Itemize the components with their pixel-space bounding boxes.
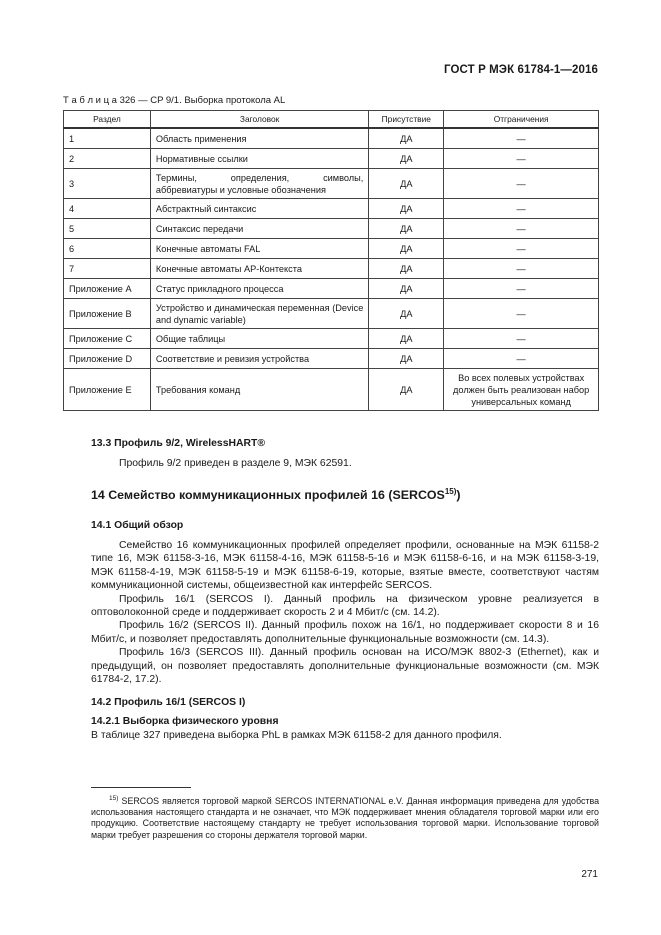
paragraph: Профиль 16/1 (SERCOS I). Данный профиль на физическом уровне реализуется в оптоволоконной среде и поддерживает скорость 2 и 4 Мбит/с (см. 14.2).: [91, 593, 599, 619]
cell-section: 2: [64, 149, 151, 169]
section-14-heading: [91, 487, 461, 502]
cell-title: Требования команд: [150, 369, 368, 411]
cell-presence: ДА: [369, 169, 444, 199]
table-row: [64, 369, 599, 411]
table-row: [64, 169, 599, 199]
cell-presence: ДА: [369, 329, 444, 349]
column-header-presence: Присутствие: [369, 111, 444, 129]
table-row: [64, 199, 599, 219]
paragraph: В таблице 327 приведена выборка PhL в рамках МЭК 61158-2 для данного профиля.: [91, 730, 502, 741]
table-row: [64, 349, 599, 369]
footnote-ref: 15): [444, 487, 457, 496]
section-13-3-text: [91, 457, 599, 470]
table-row: [64, 219, 599, 239]
cell-title: Общие таблицы: [150, 329, 368, 349]
footnote: [91, 793, 599, 841]
cell-restrictions: —: [444, 128, 599, 149]
cell-title: Нормативные ссылки: [150, 149, 368, 169]
column-header-restrictions: Отграничения: [444, 111, 599, 129]
cell-restrictions: —: [444, 239, 599, 259]
cell-section: 6: [64, 239, 151, 259]
table-row: [64, 239, 599, 259]
cell-restrictions: —: [444, 349, 599, 369]
cell-title: Конечные автоматы FAL: [150, 239, 368, 259]
cell-section: Приложение D: [64, 349, 151, 369]
table-row: [64, 259, 599, 279]
cell-restrictions: —: [444, 219, 599, 239]
cell-presence: ДА: [369, 259, 444, 279]
cell-section: 3: [64, 169, 151, 199]
cell-restrictions: [444, 369, 599, 411]
cell-restrictions: —: [444, 149, 599, 169]
cell-presence: ДА: [369, 199, 444, 219]
cell-restrictions: —: [444, 199, 599, 219]
footnote-separator: [91, 787, 191, 788]
column-header-section: Раздел: [64, 111, 151, 129]
section-14-2-heading: 14.2 Профиль 16/1 (SERCOS I): [91, 697, 246, 708]
cell-restrictions: —: [444, 259, 599, 279]
cell-section: 5: [64, 219, 151, 239]
protocol-table: [63, 110, 599, 411]
cell-title-text: Устройство и динамическая переменная (Device and dynamic variable): [155, 302, 364, 325]
cell-title: Область применения: [150, 128, 368, 149]
cell-title: Синтаксис передачи: [150, 219, 368, 239]
cell-title: [150, 169, 368, 199]
cell-title: Статус прикладного процесса: [150, 279, 368, 299]
table-caption-text: 326 — CP 9/1. Выборка протокола AL: [119, 95, 286, 106]
page-number: 271: [581, 869, 598, 880]
table-header-row: [64, 111, 599, 129]
cell-presence: ДА: [369, 219, 444, 239]
column-header-title: Заголовок: [150, 111, 368, 129]
table-row: [64, 329, 599, 349]
cell-presence: ДА: [369, 279, 444, 299]
cell-title: Конечные автоматы AP-Контекста: [150, 259, 368, 279]
cell-presence: ДА: [369, 299, 444, 329]
cell-title: Соответствие и ревизия устройства: [150, 349, 368, 369]
cell-section: Приложение A: [64, 279, 151, 299]
cell-title: Абстрактный синтаксис: [150, 199, 368, 219]
table-row: [64, 128, 599, 149]
section-14-2-1-body: [91, 729, 599, 742]
footnote-text: SERCOS является торговой маркой SERCOS INTERNATIONAL e.V. Данная информация приведена для удобства использования настоящего стандарта и не означает, что МЭК поддерживает мнения обладателя торговой марки или его продукцию. Соответствие настоящему стандарту не требует использования торговой марки. Использование торговой марки требует разрешения со стороны держателя торговой марки.: [91, 795, 600, 840]
section-14-heading-text: 14 Семейство коммуникационных профилей 16 (SERCOS: [91, 488, 445, 503]
cell-section: 4: [64, 199, 151, 219]
table-row: [64, 299, 599, 329]
cell-restrictions-text: Во всех полевых устройствах должен быть реализован набор универсальных команд: [453, 372, 590, 407]
section-14-2-1-heading: 14.2.1 Выборка физического уровня: [91, 716, 279, 727]
cell-presence: ДА: [369, 128, 444, 149]
cell-presence: ДА: [369, 349, 444, 369]
cell-title-text: Термины, определения, символы, аббревиатуры и условные обозначения: [155, 172, 364, 195]
cell-restrictions: —: [444, 299, 599, 329]
cell-title: [150, 299, 368, 329]
section-13-3-heading: 13.3 Профиль 9/2, WirelessHART®: [91, 438, 266, 449]
cell-restrictions: —: [444, 169, 599, 199]
paragraph: Профиль 9/2 приведен в разделе 9, МЭК 62591.: [119, 458, 352, 469]
table-row: [64, 279, 599, 299]
document-header: ГОСТ Р МЭК 61784-1—2016: [444, 64, 598, 76]
cell-presence: ДА: [369, 239, 444, 259]
paragraph: Профиль 16/2 (SERCOS II). Данный профиль похож на 16/1, но поддерживает скорости 8 и 16 Мбит/с, и позволяет предоставлять дополнительные функциональные возможности (см. 14.3).: [91, 620, 599, 645]
table-caption-prefix: Т а б л и ц а: [63, 95, 117, 106]
section-14-1-body: [91, 539, 599, 686]
section-14-1-heading: 14.1 Общий обзор: [91, 520, 184, 531]
cell-section: Приложение B: [64, 299, 151, 329]
table-row: [64, 149, 599, 169]
cell-section: Приложение E: [64, 369, 151, 411]
table-caption: [63, 95, 285, 106]
cell-presence: ДА: [369, 369, 444, 411]
section-14-heading-end: ): [456, 488, 461, 503]
cell-presence: ДА: [369, 149, 444, 169]
cell-section: 7: [64, 259, 151, 279]
paragraph: Семейство 16 коммуникационных профилей определяет профили, основанные на МЭК 61158-2 типе 16, МЭК 61158-3-16, МЭК 61158-4-16, МЭК 61158-5-16 и МЭК 61158-6-16, и на МЭК 61158-3-19, МЭК 61158-4-19, МЭК 61158-5-19 и МЭК 61158-6-19, которые, взятые вместе, соответствуют частям коммуникационной системы, общеизвестной как интерфейс SERCOS.: [91, 540, 599, 592]
cell-restrictions: —: [444, 279, 599, 299]
cell-section: 1: [64, 128, 151, 149]
cell-restrictions: —: [444, 329, 599, 349]
paragraph: Профиль 16/3 (SERCOS III). Данный профиль основан на ИСО/МЭК 8802-3 (Ethernet), как и предыдущий, он позволяет предоставлять дополнительные функциональные возможности (см. МЭК 61784-2, 17.2).: [91, 647, 599, 686]
cell-section: Приложение C: [64, 329, 151, 349]
footnote-marker: 15): [109, 795, 119, 802]
